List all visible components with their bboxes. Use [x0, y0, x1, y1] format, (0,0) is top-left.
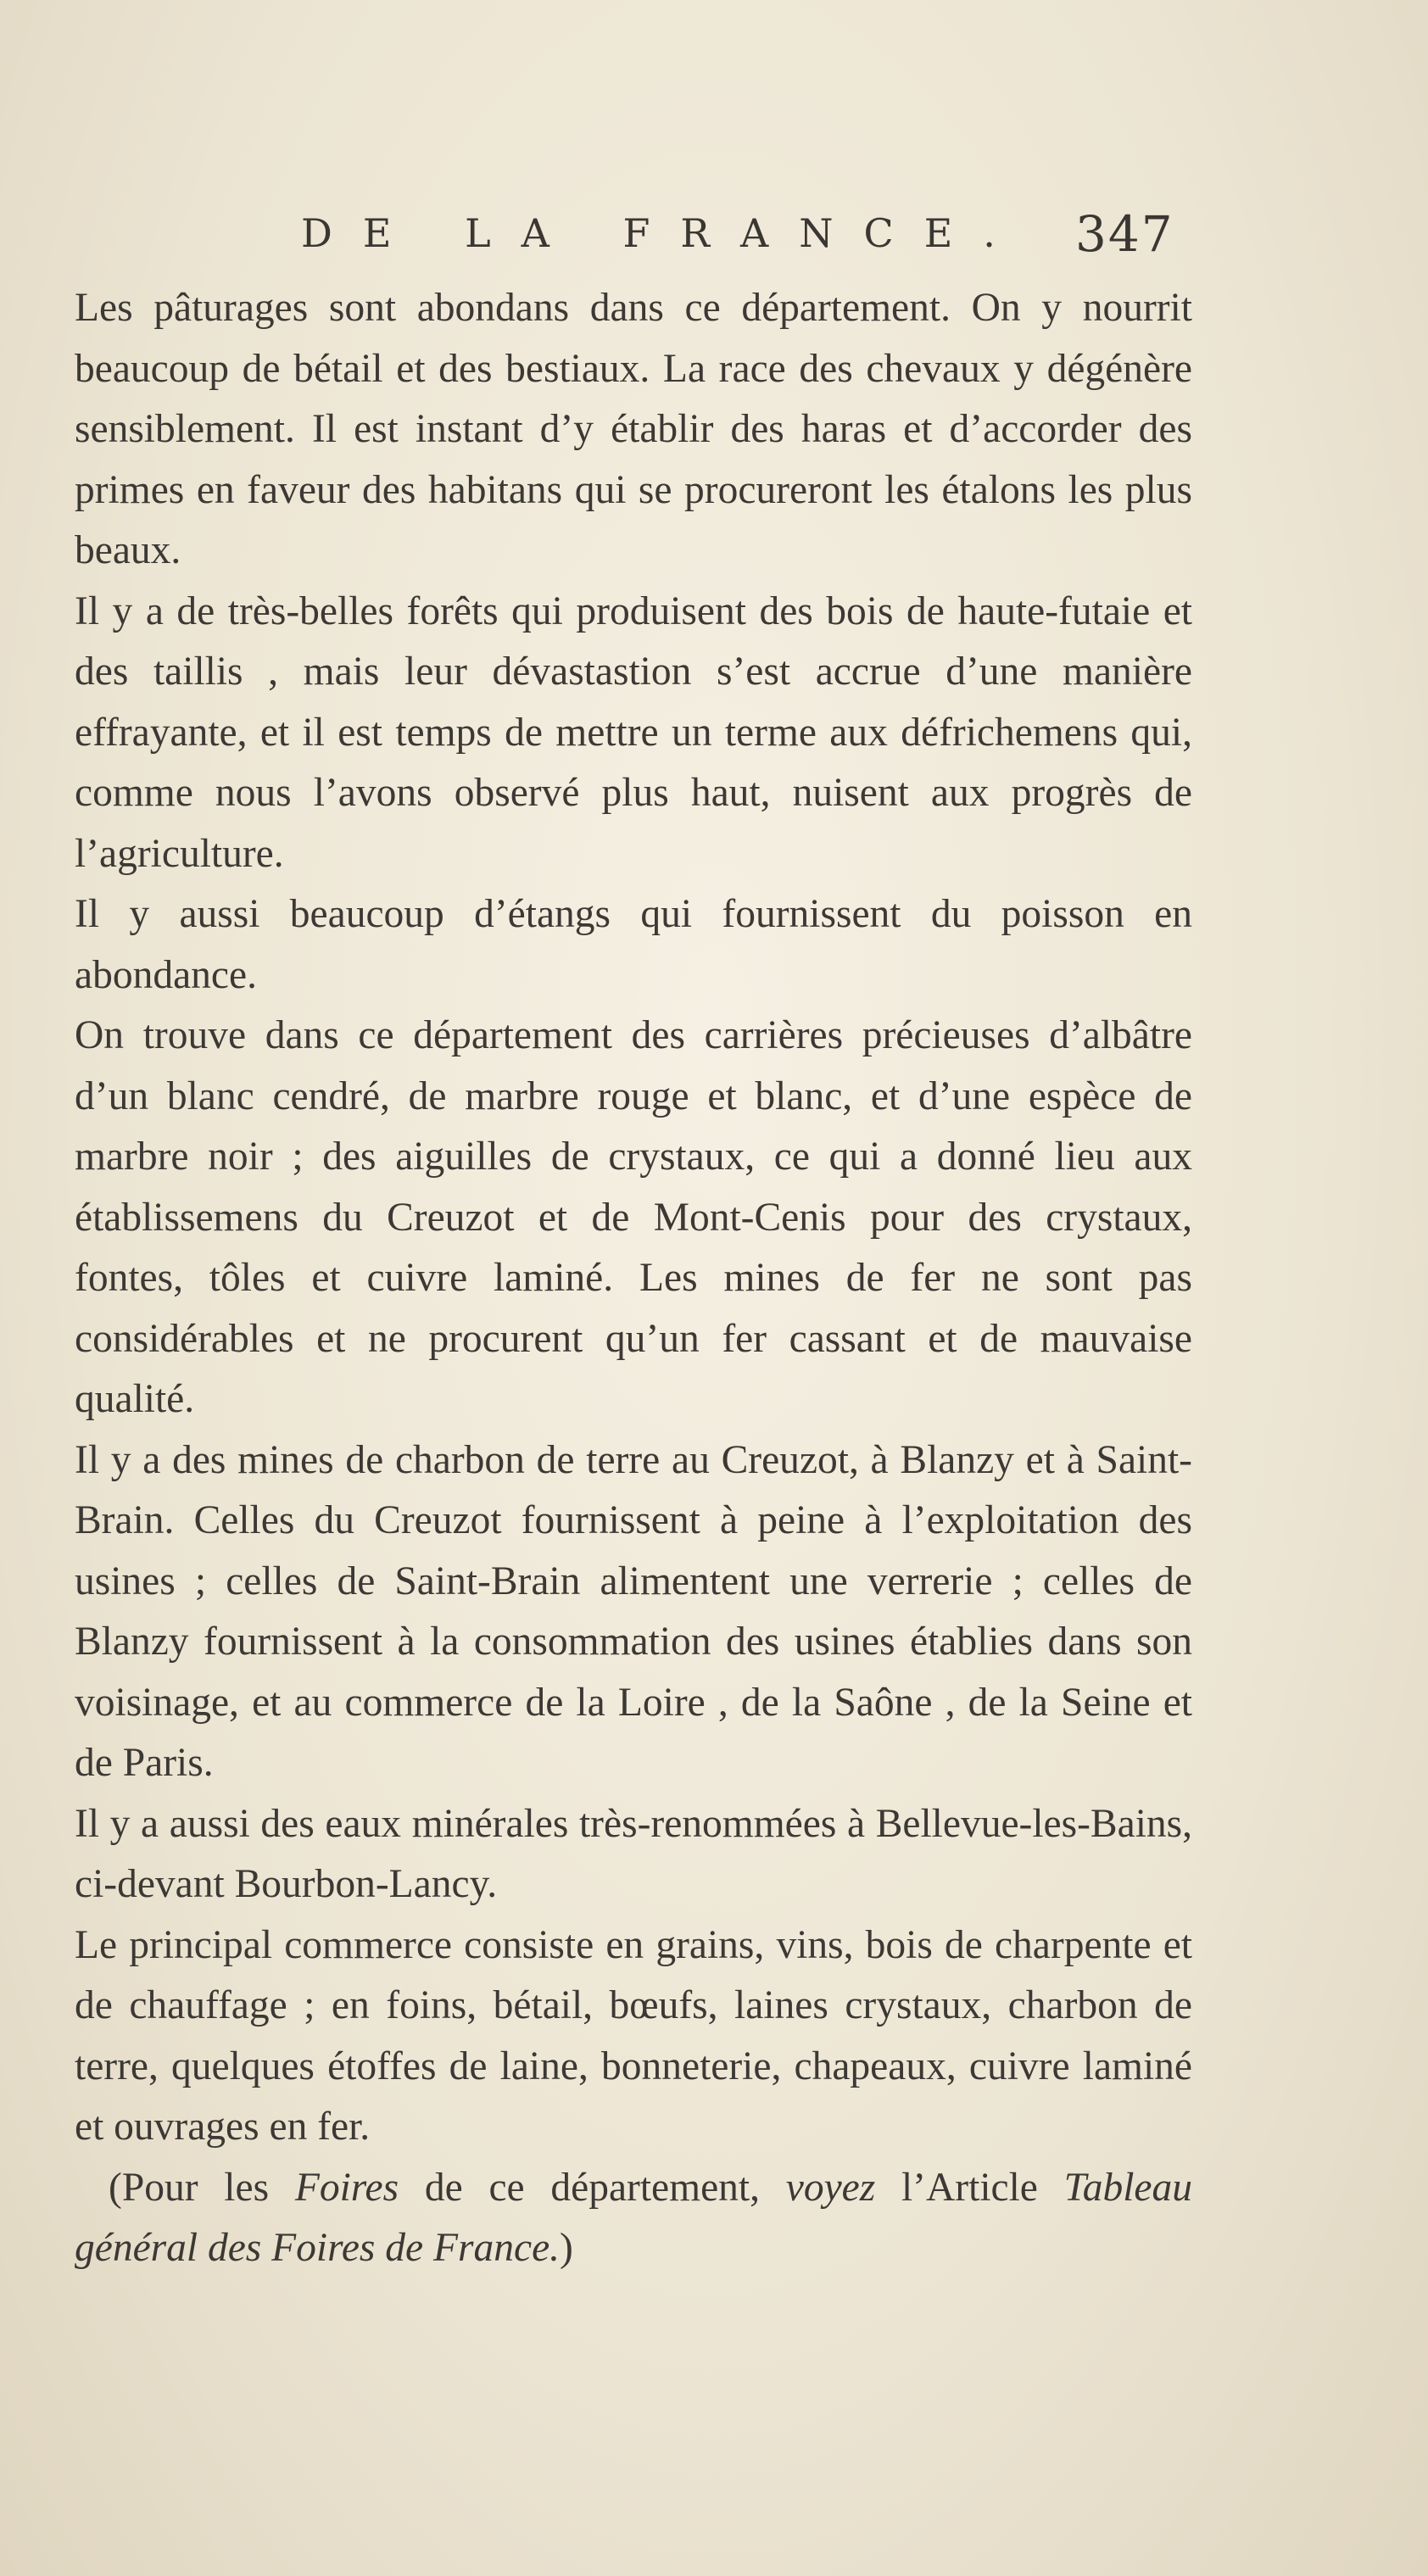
page-header	[0, 205, 1428, 278]
running-title: DE LA FRANCE.	[301, 210, 1026, 256]
paragraph-commerce: Le principal commerce consiste en grains, vins, bois de charpente et de chauffage ; en foins, bétail, bœufs, laines crystaux, charbon de terre, quelques étoffes de laine, bonneterie, chapeaux, cuivre laminé et ouvrages en fer.	[75, 1922, 1192, 2149]
paragraph-mineral-waters: Il y a aussi des eaux minérales très-renommées à Bellevue-les-Bains, ci-devant Bourbon-Lancy.	[75, 1801, 1192, 1906]
paragraph-coal-mines: Il y a des mines de charbon de terre au Creuzot, à Blanzy et à Saint-Brain. Celles du Creuzot fournissent à peine à l’exploitation des usines ; celles de Saint-Brain alimentent une verrerie ; celles de Blanzy fournissent à la consommation des usines établies dans son voisinage, et au commerce de la Loire , de la Saône , de la Seine et de Paris.	[75, 1437, 1192, 1785]
note-open: (Pour les	[109, 2165, 295, 2210]
page-number: 347	[1075, 205, 1174, 263]
note-voyez: voyez	[785, 2165, 876, 2210]
note-close: )	[560, 2226, 573, 2270]
paragraph-fairs-note	[75, 2158, 1192, 2279]
note-tableau: Tableau général des Foires de France.	[75, 2165, 1192, 2270]
note-foires: Foires	[294, 2165, 399, 2210]
body-text	[75, 278, 1192, 2279]
note-middle: de ce département,	[399, 2165, 786, 2210]
paragraph-pastures: Les pâturages sont abondans dans ce département. On y nourrit beaucoup de bétail et des bestiaux. La race des chevaux y dégénère sensiblement. Il est instant d’y établir des haras et d’accorder des primes en faveur des habitans qui se procureront les étalons les plus beaux.	[75, 286, 1192, 572]
note-article: l’Article	[875, 2165, 1064, 2210]
paragraph-quarries: On trouve dans ce département des carrières précieuses d’albâtre d’un blanc cendré, de marbre rouge et blanc, et d’une espèce de marbre noir ; des aiguilles de crystaux, ce qui a donné lieu aux établissemens du Creuzot et de Mont-Cenis pour des crystaux, fontes, tôles et cuivre laminé. Les mines de fer ne sont pas considérables et ne procurent qu’un fer cassant et de mauvaise qualité.	[75, 1013, 1192, 1421]
paragraph-forests: Il y a de très-belles forêts qui produisent des bois de haute-futaie et des taillis , mais leur dévastastion s’est accrue d’une manière effrayante, et il est temps de mettre un terme aux défrichemens qui, comme nous l’avons observé plus haut, nuisent aux progrès de l’agriculture.	[75, 588, 1192, 876]
paragraph-ponds: Il y aussi beaucoup d’étangs qui fournissent du poisson en abondance.	[75, 892, 1192, 997]
